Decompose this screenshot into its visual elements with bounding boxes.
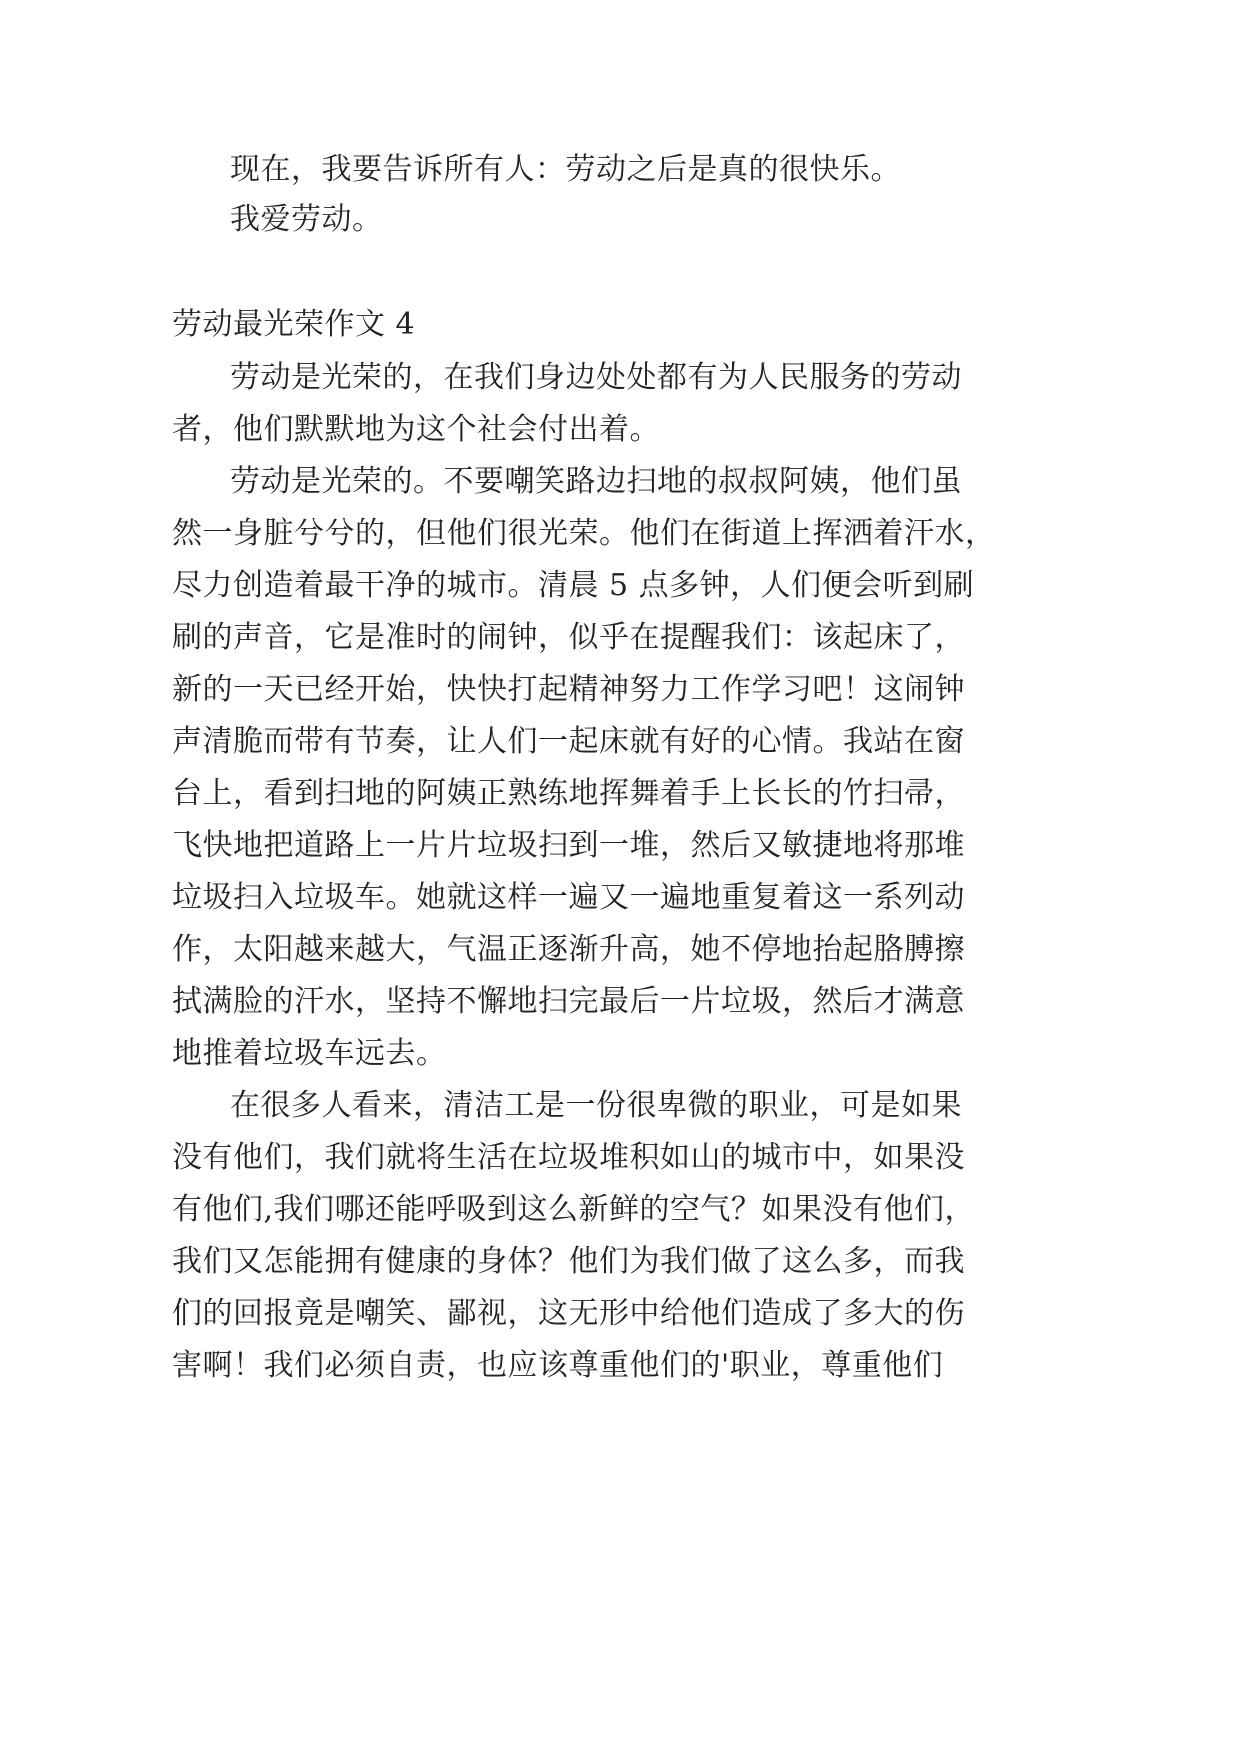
text-line: 作，太阳越来越大，气温正逐渐升高，她不停地抬起胳膊擦: [172, 932, 965, 967]
text-line: 声清脆而带有节奏，让人们一起床就有好的心情。我站在窗: [172, 724, 965, 759]
text-line: 有他们,我们哪还能呼吸到这么新鲜的空气？如果没有他们，: [172, 1192, 976, 1227]
text-line: 尽力创造着最干净的城市。清晨 5 点多钟，人们便会听到刷: [172, 568, 975, 603]
text-line: 劳动是光荣的，在我们身边处处都有为人民服务的劳动: [230, 360, 962, 395]
text-line: 劳动是光荣的。不要嘲笑路边扫地的叔叔阿姨，他们虽: [230, 464, 962, 499]
text-line: 拭满脸的汗水，坚持不懈地扫完最后一片垃圾，然后才满意: [172, 984, 965, 1019]
text-line: 没有他们，我们就将生活在垃圾堆积如山的城市中，如果没: [172, 1140, 965, 1175]
text-line: 们的回报竟是嘲笑、鄙视，这无形中给他们造成了多大的伤: [172, 1296, 965, 1331]
text-line: 在很多人看来，清洁工是一份很卑微的职业，可是如果: [230, 1088, 962, 1123]
text-line: 地推着垃圾车远去。: [172, 1036, 447, 1071]
text-line: 垃圾扫入垃圾车。她就这样一遍又一遍地重复着这一系列动: [172, 880, 965, 915]
text-line: 者，他们默默地为这个社会付出着。: [172, 412, 660, 447]
text-line: 台上，看到扫地的阿姨正熟练地挥舞着手上长长的竹扫帚，: [172, 776, 965, 811]
text-line: 刷的声音，它是准时的闹钟，似乎在提醒我们：该起床了，: [172, 620, 965, 655]
text-line: 新的一天已经开始，快快打起精神努力工作学习吧！这闹钟: [172, 672, 965, 707]
section-heading: 劳动最光荣作文 4: [172, 307, 416, 342]
text-line: 害啊！我们必须自责，也应该尊重他们的'职业，尊重他们: [172, 1348, 944, 1383]
text-line: 我爱劳动。: [230, 202, 383, 237]
text-line: 飞快地把道路上一片片垃圾扫到一堆，然后又敏捷地将那堆: [172, 828, 965, 863]
text-line: 然一身脏兮兮的，但他们很光荣。他们在街道上挥洒着汗水，: [172, 516, 996, 551]
text-line: 我们又怎能拥有健康的身体？他们为我们做了这么多，而我: [172, 1244, 965, 1279]
text-line: 现在，我要告诉所有人：劳动之后是真的很快乐。: [230, 152, 901, 187]
